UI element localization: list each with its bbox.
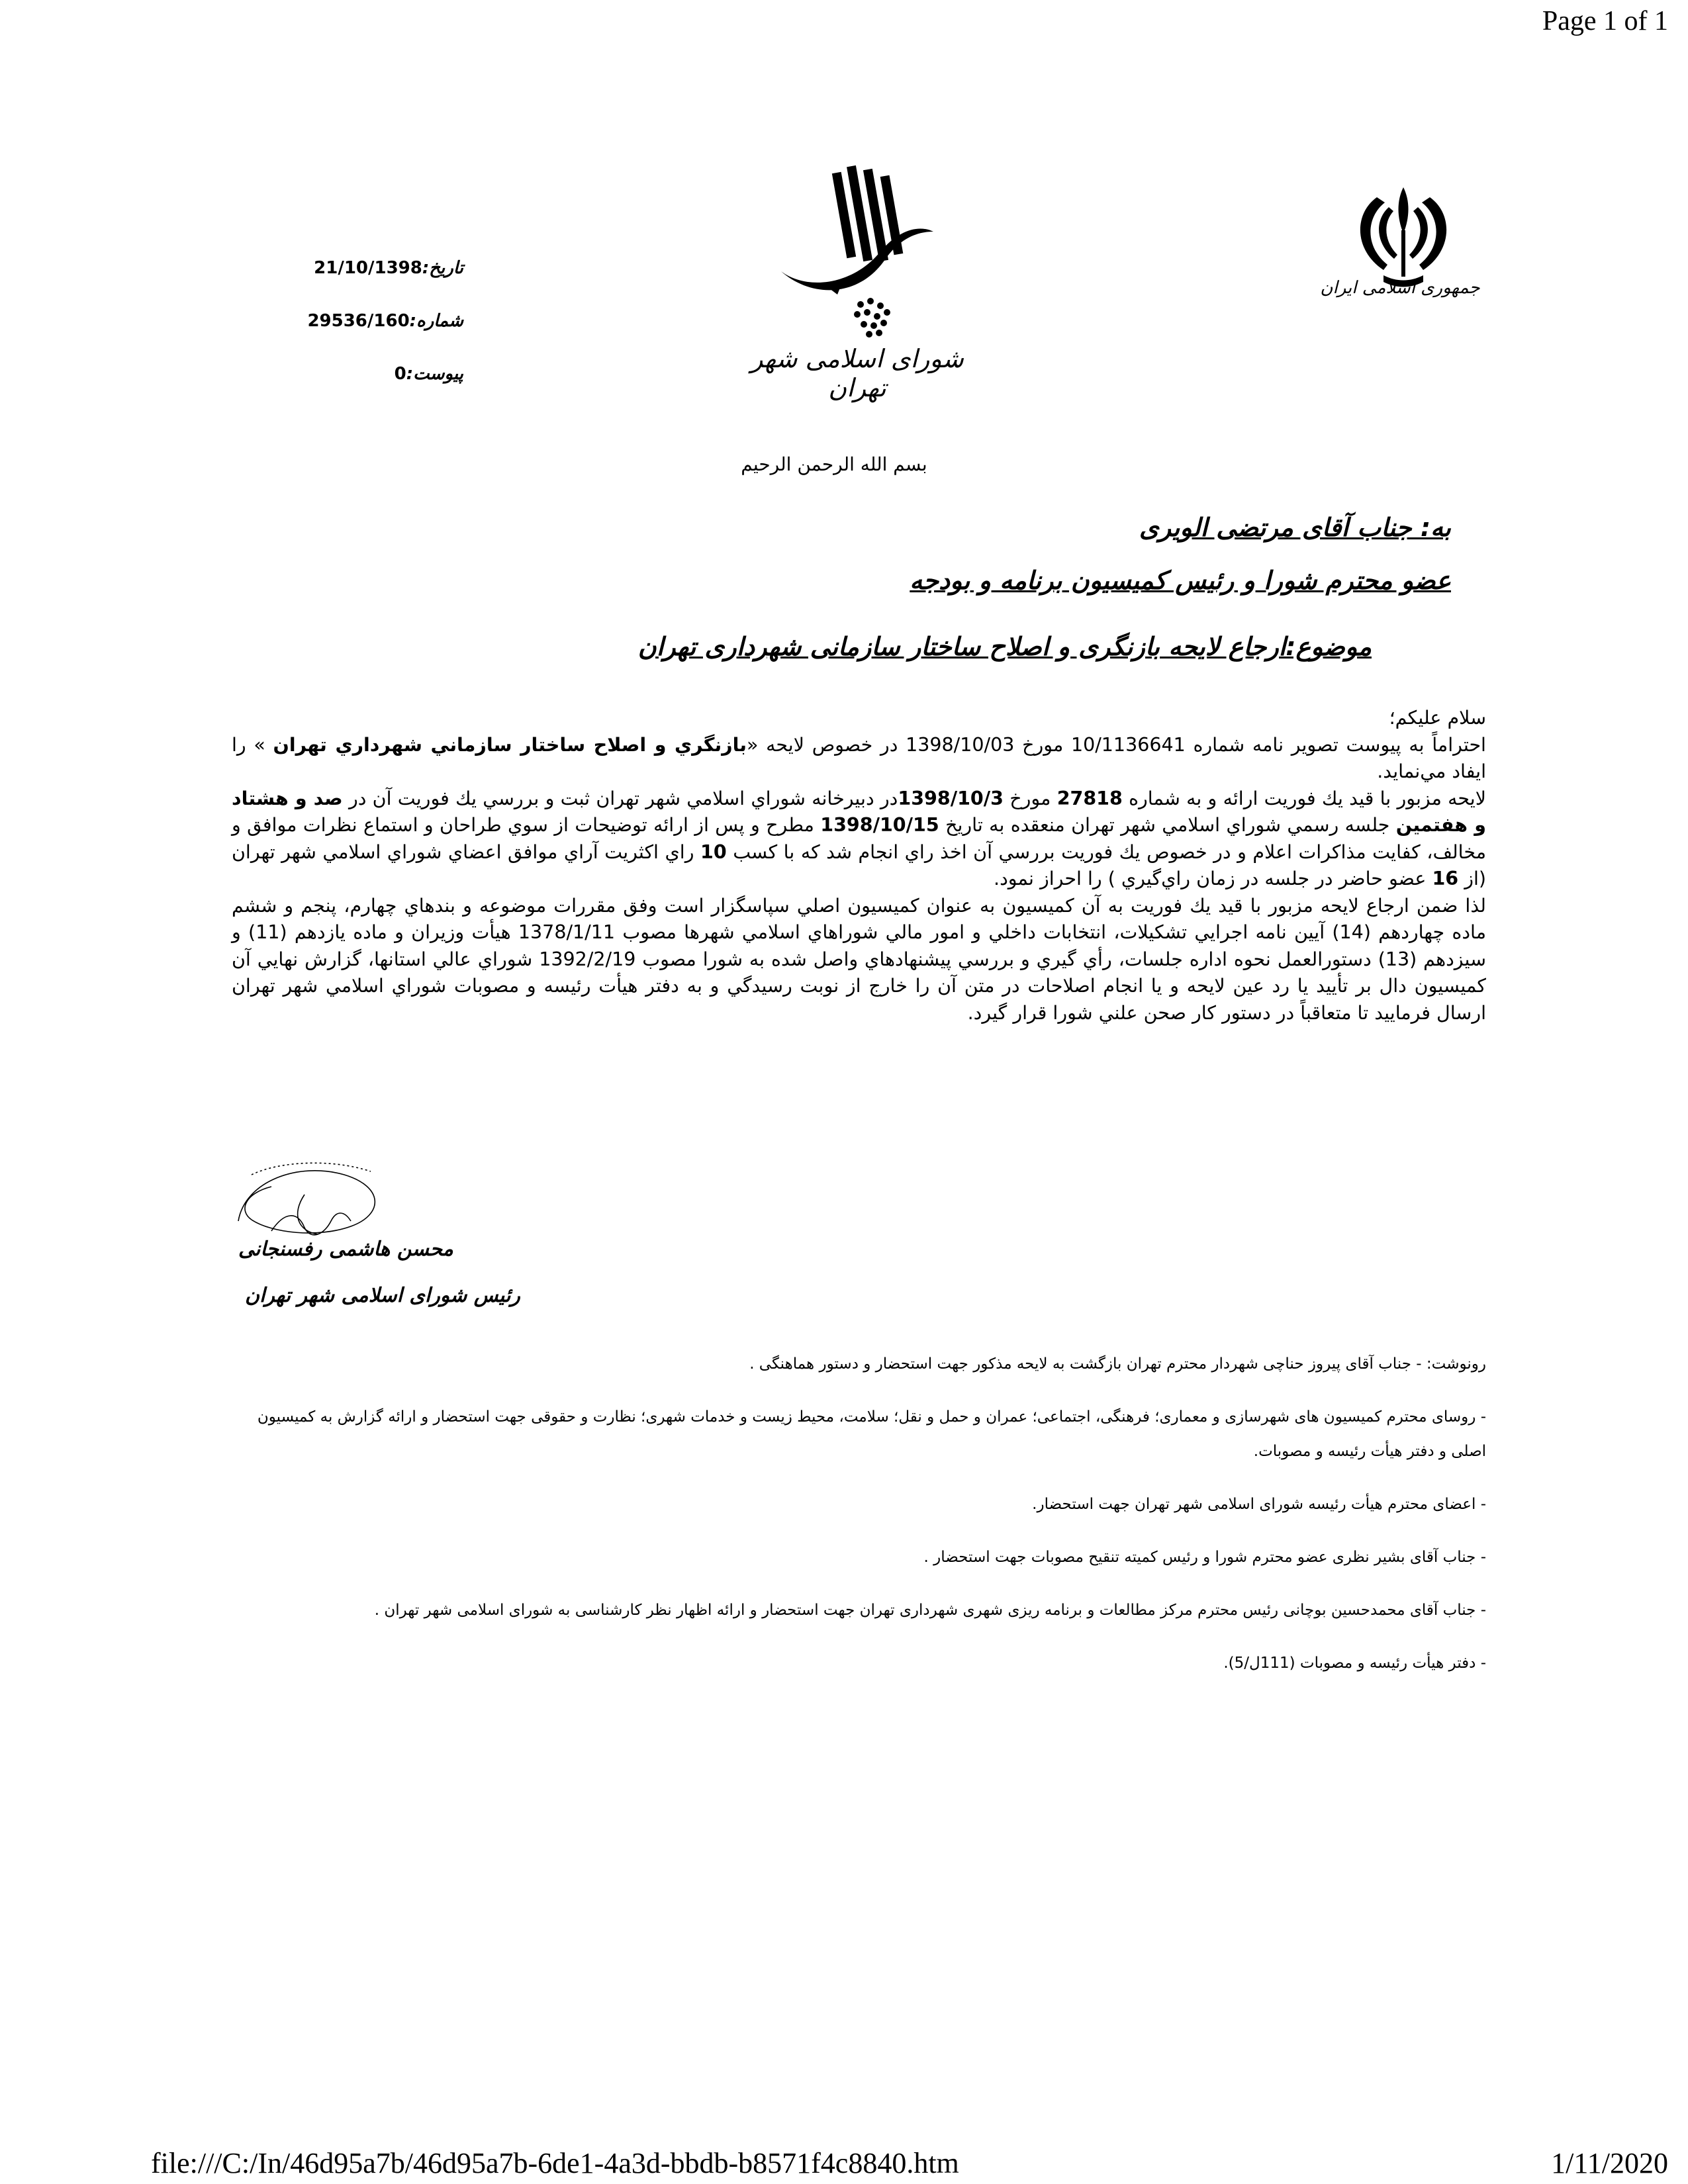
session-date: 1398/10/15 bbox=[820, 814, 939, 836]
print-date: 1/11/2020 bbox=[1551, 2147, 1668, 2179]
p2-text-a: لايحه مزبور با قيد يك فوريت ارائه و به شماره bbox=[1122, 787, 1486, 809]
p1-text-a: احتراماً به پيوست تصوير نامه شماره 10/1136641 مورخ 1398/10/03 در خصوص لايحه « bbox=[746, 733, 1486, 756]
letter-date bbox=[265, 258, 463, 278]
date-label: تاریخ: bbox=[422, 258, 463, 278]
file-path: file:///C:/In/46d95a7b/46d95a7b-6de1-4a3d-bbdb-b8571f4c8840.htm bbox=[151, 2147, 959, 2179]
cc-item: - دفتر هیأت رئیسه و مصوبات (111ل/5). bbox=[1223, 1655, 1486, 1672]
tehran-council-logo-icon bbox=[761, 159, 947, 357]
letter-number bbox=[265, 311, 463, 331]
recipient-title: عضو محترم شورا و رئیس کمیسیون برنامه و بودجه bbox=[910, 566, 1451, 595]
cc-item: - روسای محترم کمیسیون های شهرسازی و معماری؛ فرهنگی، اجتماعی؛ عمران و حمل و نقل؛ سلامت، محیط زیست و خدمات شهری؛ نظارت و حقوقی جهت استحضار و ارائه گزارش به کمیسیون اصلی و دفتر هیأت رئیسه و مصوبات. bbox=[257, 1408, 1486, 1460]
p2-text-k: راي اكثريت آراي موافق اعضاي شوراي اسلامي شهر تهران (از bbox=[232, 841, 1486, 889]
body-paragraph-1 bbox=[232, 732, 1486, 786]
date-value: 21/10/1398 bbox=[314, 258, 422, 278]
registration-date: 1398/10/3 bbox=[898, 787, 1004, 809]
emblem-caption: جمهوری اسلامی ایران bbox=[1320, 278, 1480, 298]
cc-item: - جناب آقای محمدحسین بوچانی رئیس محترم مرکز مطالعات و برنامه ریزی شهری شهرداری تهران جهت استحضار و ارائه اظهار نظر کارشناسی به شورای اسلامی شهر تهران . bbox=[374, 1602, 1486, 1619]
p2-text-c: مورخ bbox=[1004, 787, 1057, 809]
p2-text-g: جلسه رسمي شوراي اسلامي شهر تهران منعقده به تاريخ bbox=[939, 814, 1396, 836]
p2-text-m: عضو حاضر در جلسه در زمان راي‌گيري ) را احراز نمود. bbox=[994, 868, 1432, 889]
p2-text-i: مطرح و پس از ارائه توضيحات از سوي طراحان و استماع نظرات موافق و مخالف، كفايت مذاكرات اعلام و در خصوص يك فوريت بررسي آن اخذ راي انجام شد كه با كسب bbox=[232, 814, 1486, 863]
recipient-name: به: جناب آقای مرتضی الویری bbox=[1139, 513, 1451, 542]
cc-item: - جناب آقای بشیر نظری عضو محترم شورا و رئیس کمیته تنقیح مصوبات جهت استحضار . bbox=[923, 1549, 1486, 1566]
attachment-label: پیوست: bbox=[406, 364, 463, 384]
cc-list bbox=[232, 1347, 1486, 1699]
iran-emblem-icon bbox=[1337, 177, 1470, 290]
number-value: 29536/160 bbox=[307, 311, 410, 331]
cc-item: - اعضای محترم هیأت رئیسه شورای اسلامی شهر تهران جهت استحضار. bbox=[1032, 1496, 1486, 1513]
letter-attachment bbox=[265, 364, 463, 384]
letter-body bbox=[232, 705, 1486, 1026]
p2-text-e: در دبيرخانه شوراي اسلامي شهر تهران ثبت و بررسي يك فوريت آن در bbox=[342, 787, 898, 809]
signer-title: رئیس شورای اسلامی شهر تهران bbox=[245, 1284, 520, 1307]
votes-in-favor: 10 bbox=[700, 841, 727, 863]
greeting: سلام عليكم؛ bbox=[1389, 707, 1486, 729]
body-paragraph-2 bbox=[232, 786, 1486, 893]
cc-item: رونوشت: - جناب آقای پیروز حناچی شهردار محترم تهران بازگشت به لایحه مذکور جهت استحضار و دستور هماهنگی . bbox=[749, 1355, 1486, 1373]
registration-number: 27818 bbox=[1056, 787, 1123, 809]
letter-subject: موضوع:ارجاع لایحه بازنگری و اصلاح ساختار سازمانی شهرداری تهران bbox=[637, 632, 1372, 661]
basmala: بسم الله الرحمن الرحيم bbox=[741, 453, 927, 475]
council-name: شورای اسلامی شهر تهران bbox=[751, 344, 964, 402]
number-label: شماره: bbox=[409, 311, 463, 331]
signer-name: محسن هاشمی رفسنجانی bbox=[238, 1238, 453, 1261]
attachment-value: 0 bbox=[394, 364, 406, 384]
p1-text-c: » را ايفاد مي‌نمايد. bbox=[232, 733, 1486, 782]
page-number: Page 1 of 1 bbox=[1542, 6, 1668, 36]
bill-title: بازنگري و اصلاح ساختار سازماني شهرداري تهران bbox=[273, 733, 747, 756]
body-paragraph-3: لذا ضمن ارجاع لايحه مزبور با قيد يك فوريت به آن كميسيون به عنوان كميسيون اصلي سپاسگزار است وفق مقررات موضوعه و بندهاي چهارم، پنجم و ششم ماده چهاردهم (14) آيين نامه اجرايي تشكيلات، انتخابات داخلي و امور مالي شوراهاي اسلامي شهرها مصوب 1378/1/11 هيأت وزيران و ماده يازدهم (11) و سيزدهم (13) دستورالعمل نحوه اداره جلسات، رأي گيري و بررسي پيشنهادهاي واصل شده به شورا مصوب 1392/2/19 شوراي عالي استانها، گزارش نهايي آن كميسيون دال بر تأييد يا رد عين لايحه و يا انجام اصلاحات در متن آن را خارج از نوبت رسيدگي و به دفتر هيأت رئيسه و مصوبات شوراي اسلامي شهر تهران ارسال فرماييد تا متعاقباً در دستور كار صحن علني شورا قرار گيرد. bbox=[232, 894, 1486, 1024]
session-ordinal: صد و هشتاد و هفتمين bbox=[232, 787, 1486, 836]
members-present: 16 bbox=[1432, 868, 1459, 889]
